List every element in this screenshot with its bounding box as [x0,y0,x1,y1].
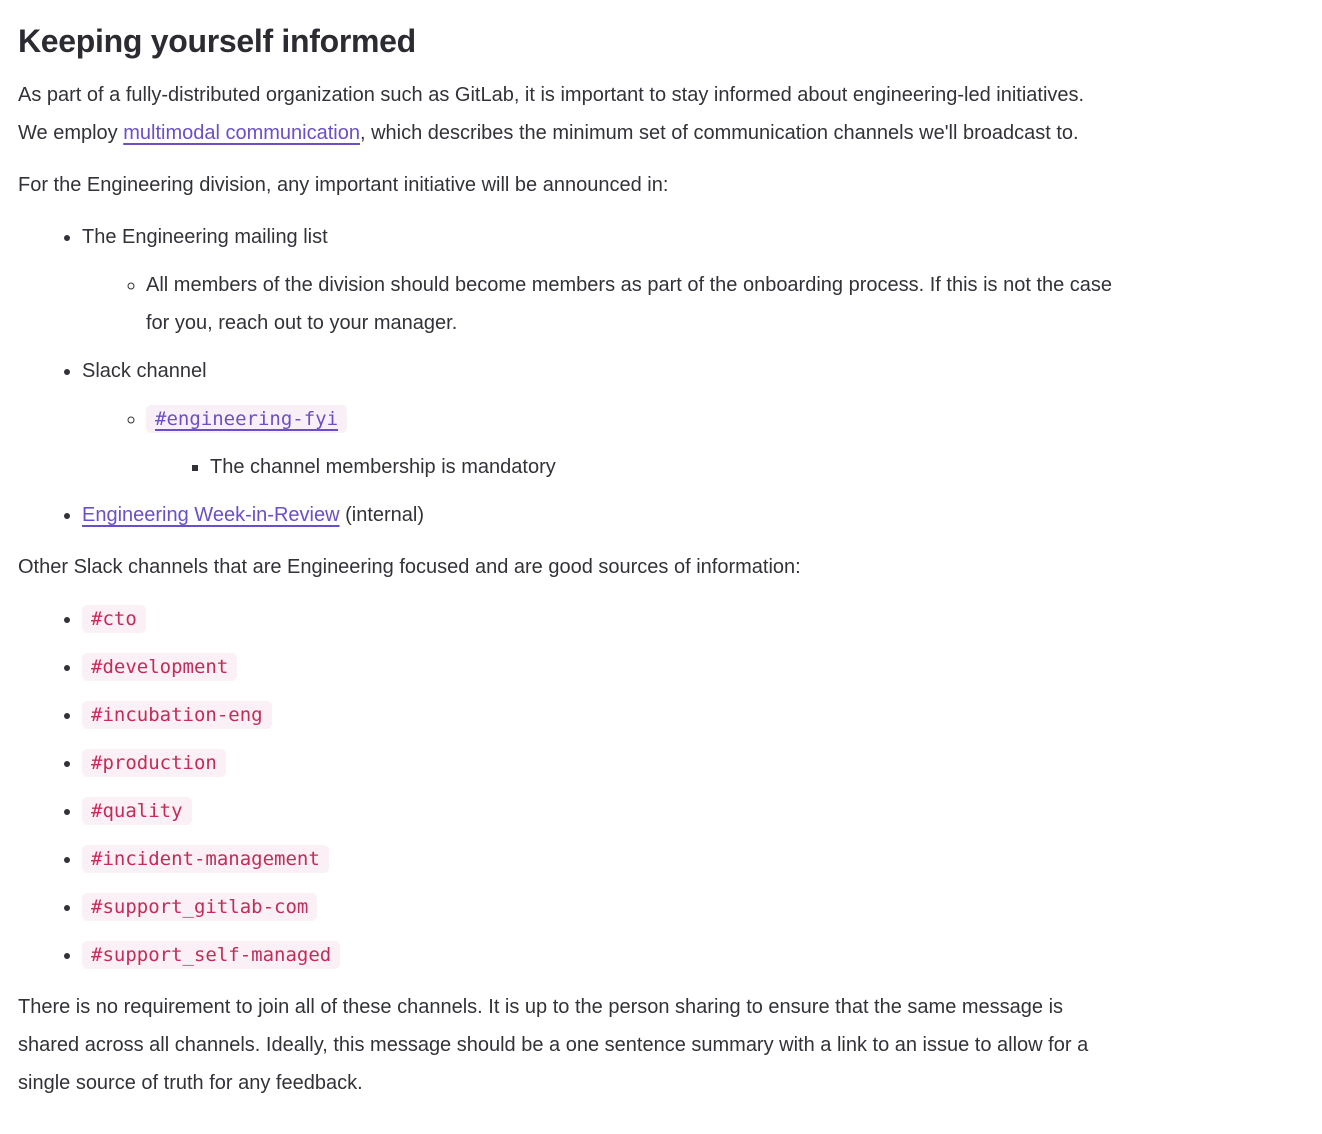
mailing-list-note-line2: for you, reach out to your manager. [146,312,458,334]
list-item-membership-note: ▪ The channel membership is mandatory [210,448,1304,486]
intro-paragraph [18,76,1304,152]
list-item-engineering-fyi [146,400,1304,486]
slack-channel-label: Slack channel [82,360,207,382]
channel-code-incident-management: #incident-management [82,845,329,873]
closing-line1: There is no requirement to join all of these channels. It is up to the person sharing to ensure that the same message is [18,996,1064,1018]
other-channels-lead: Other Slack channels that are Engineering focused and are good sources of information: [18,556,801,578]
engineering-fyi-code: #engineering-fyi [146,405,347,433]
list-item-channel [82,744,1304,782]
list-item-channel [82,840,1304,878]
slack-channel-sublist [82,400,1304,486]
list-item-channel [82,888,1304,926]
closing-paragraph [18,988,1304,1102]
list-item-week-in-review [82,496,1304,534]
list-item-mailing-list-note [146,266,1304,342]
closing-line2: shared across all channels. Ideally, this message should be a one sentence summary with a link to an issue to allow for a [18,1034,1089,1056]
announcement-channels-list [18,218,1304,534]
mailing-list-sublist [82,266,1304,342]
week-in-review-link[interactable]: Engineering Week-in-Review [82,504,340,526]
channel-code-quality: #quality [82,797,192,825]
intro-line1: As part of a fully-distributed organization such as GitLab, it is important to stay informed about engineering-led initiatives. [18,84,1085,106]
list-item-channel [82,936,1304,974]
channel-code-support-gitlab-com: #support_gitlab-com [82,893,317,921]
list-item-channel [82,696,1304,734]
channel-code-production: #production [82,749,226,777]
page-title: Keeping yourself informed [18,23,416,59]
announcements-lead: For the Engineering division, any important initiative will be announced in: [18,174,669,196]
list-item-channel [82,600,1304,638]
channel-code-incubation-eng: #incubation-eng [82,701,272,729]
intro-line2-before-link: We employ [18,122,124,144]
week-in-review-suffix: (internal) [339,504,425,526]
channel-code-cto: #cto [82,605,146,633]
multimodal-communication-link[interactable]: multimodal communication [123,122,360,144]
list-item-channel [82,648,1304,686]
mailing-list-label: The Engineering mailing list [82,226,328,248]
channel-code-development: #development [82,653,237,681]
intro-line2-after-link: , which describes the minimum set of communication channels we'll broadcast to. [360,122,1079,144]
list-item-mailing-list [82,218,1304,342]
article-content [0,20,1322,1102]
list-item-channel [82,792,1304,830]
engineering-fyi-channel-link[interactable] [146,405,347,433]
closing-line3: single source of truth for any feedback. [18,1072,363,1094]
other-channels-list [18,600,1304,974]
channel-code-support-self-managed: #support_self-managed [82,941,340,969]
list-item-slack-channel [82,352,1304,486]
mailing-list-note-line1: All members of the division should become members as part of the onboarding process. If this is not the case [146,274,1113,296]
engineering-fyi-sublist [146,448,1304,486]
